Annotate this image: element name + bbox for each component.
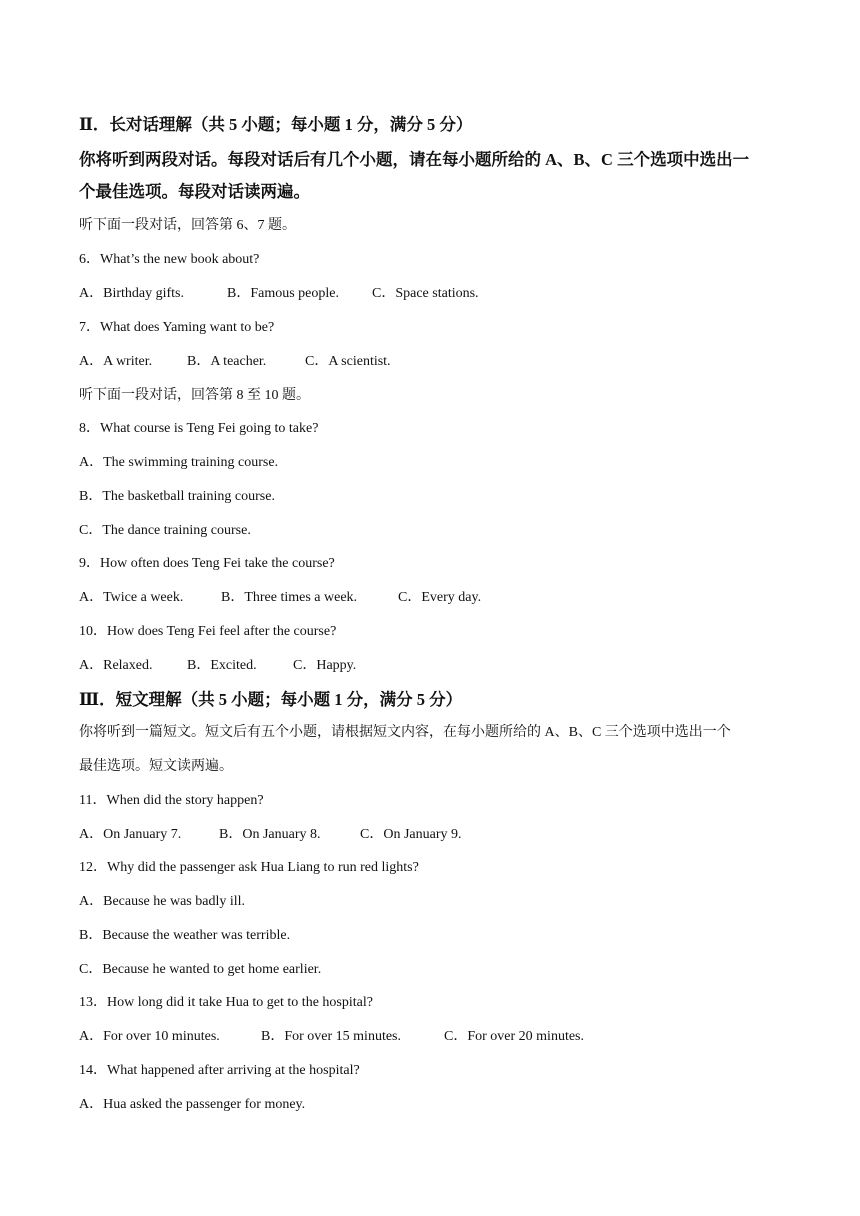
- question-7-option-c[interactable]: C．A scientist.: [305, 354, 391, 369]
- question-6-options: [79, 282, 479, 302]
- question-9-options: [79, 586, 481, 606]
- section-3-instruction-line-1: 你将听到一篇短文。短文后有五个小题，请根据短文内容，在每小题所给的 A、B、C 三个选项中选出一个: [79, 725, 731, 740]
- dialogue-2-note: 听下面一段对话，回答第 8 至 10 题。: [79, 388, 310, 403]
- question-11-option-b[interactable]: B．On January 8.: [219, 827, 321, 842]
- question-7-option-b[interactable]: B．A teacher.: [187, 354, 267, 369]
- question-11-option-a[interactable]: A．On January 7.: [79, 827, 182, 842]
- question-13-options: [79, 1025, 584, 1045]
- question-8-stem: 8．What course is Teng Fei going to take?: [79, 421, 319, 436]
- question-6-option-a[interactable]: A．Birthday gifts.: [79, 286, 184, 301]
- question-9-option-b[interactable]: B．Three times a week.: [221, 590, 358, 605]
- question-7-stem: 7．What does Yaming want to be?: [79, 320, 275, 335]
- question-10-options: [79, 654, 356, 674]
- question-12-option-b[interactable]: B．Because the weather was terrible.: [79, 928, 291, 943]
- section-2-instruction-line-1: 你将听到两段对话。每段对话后有几个小题，请在每小题所给的 A、B、C 三个选项中选出一: [79, 150, 750, 169]
- question-6-option-b[interactable]: B．Famous people.: [227, 286, 339, 301]
- question-7-option-a[interactable]: A．A writer.: [79, 354, 153, 369]
- question-13-stem: 13．How long did it take Hua to get to the hospital?: [79, 995, 373, 1010]
- question-10-option-b[interactable]: B．Excited.: [187, 658, 257, 673]
- question-12-option-c[interactable]: C．Because he wanted to get home earlier.: [79, 962, 322, 977]
- question-8-option-c[interactable]: C．The dance training course.: [79, 523, 251, 538]
- question-12-option-a[interactable]: A．Because he was badly ill.: [79, 894, 246, 909]
- question-13-option-c[interactable]: C．For over 20 minutes.: [444, 1029, 584, 1044]
- question-9-stem: 9．How often does Teng Fei take the course?: [79, 556, 335, 571]
- question-10-stem: 10．How does Teng Fei feel after the course?: [79, 624, 337, 639]
- section-2-title: Ⅱ．长对话理解（共 5 小题；每小题 1 分，满分 5 分）: [79, 115, 473, 134]
- question-14-stem: 14．What happened after arriving at the hospital?: [79, 1063, 360, 1078]
- question-7-options: [79, 350, 391, 370]
- question-11-option-c[interactable]: C．On January 9.: [360, 827, 462, 842]
- question-10-option-c[interactable]: C．Happy.: [293, 658, 357, 673]
- question-11-stem: 11．When did the story happen?: [79, 793, 264, 808]
- question-12-stem: 12．Why did the passenger ask Hua Liang to run red lights?: [79, 860, 419, 875]
- section-2-instruction-line-2: 个最佳选项。每段对话读两遍。: [79, 182, 310, 201]
- question-13-option-b[interactable]: B．For over 15 minutes.: [261, 1029, 401, 1044]
- question-11-options: [79, 823, 462, 843]
- section-3-instruction-line-2: 最佳选项。短文读两遍。: [79, 759, 233, 774]
- section-3-title: Ⅲ．短文理解（共 5 小题；每小题 1 分，满分 5 分）: [79, 690, 463, 709]
- question-14-option-a[interactable]: A．Hua asked the passenger for money.: [79, 1097, 306, 1112]
- question-8-option-b[interactable]: B．The basketball training course.: [79, 489, 275, 504]
- question-9-option-a[interactable]: A．Twice a week.: [79, 590, 184, 605]
- question-10-option-a[interactable]: A．Relaxed.: [79, 658, 153, 673]
- question-8-option-a[interactable]: A．The swimming training course.: [79, 455, 279, 470]
- dialogue-1-note: 听下面一段对话，回答第 6、7 题。: [79, 218, 296, 233]
- question-6-stem: 6．What’s the new book about?: [79, 252, 260, 267]
- question-9-option-c[interactable]: C．Every day.: [398, 590, 482, 605]
- question-13-option-a[interactable]: A．For over 10 minutes.: [79, 1029, 220, 1044]
- question-6-option-c[interactable]: C．Space stations.: [372, 286, 479, 301]
